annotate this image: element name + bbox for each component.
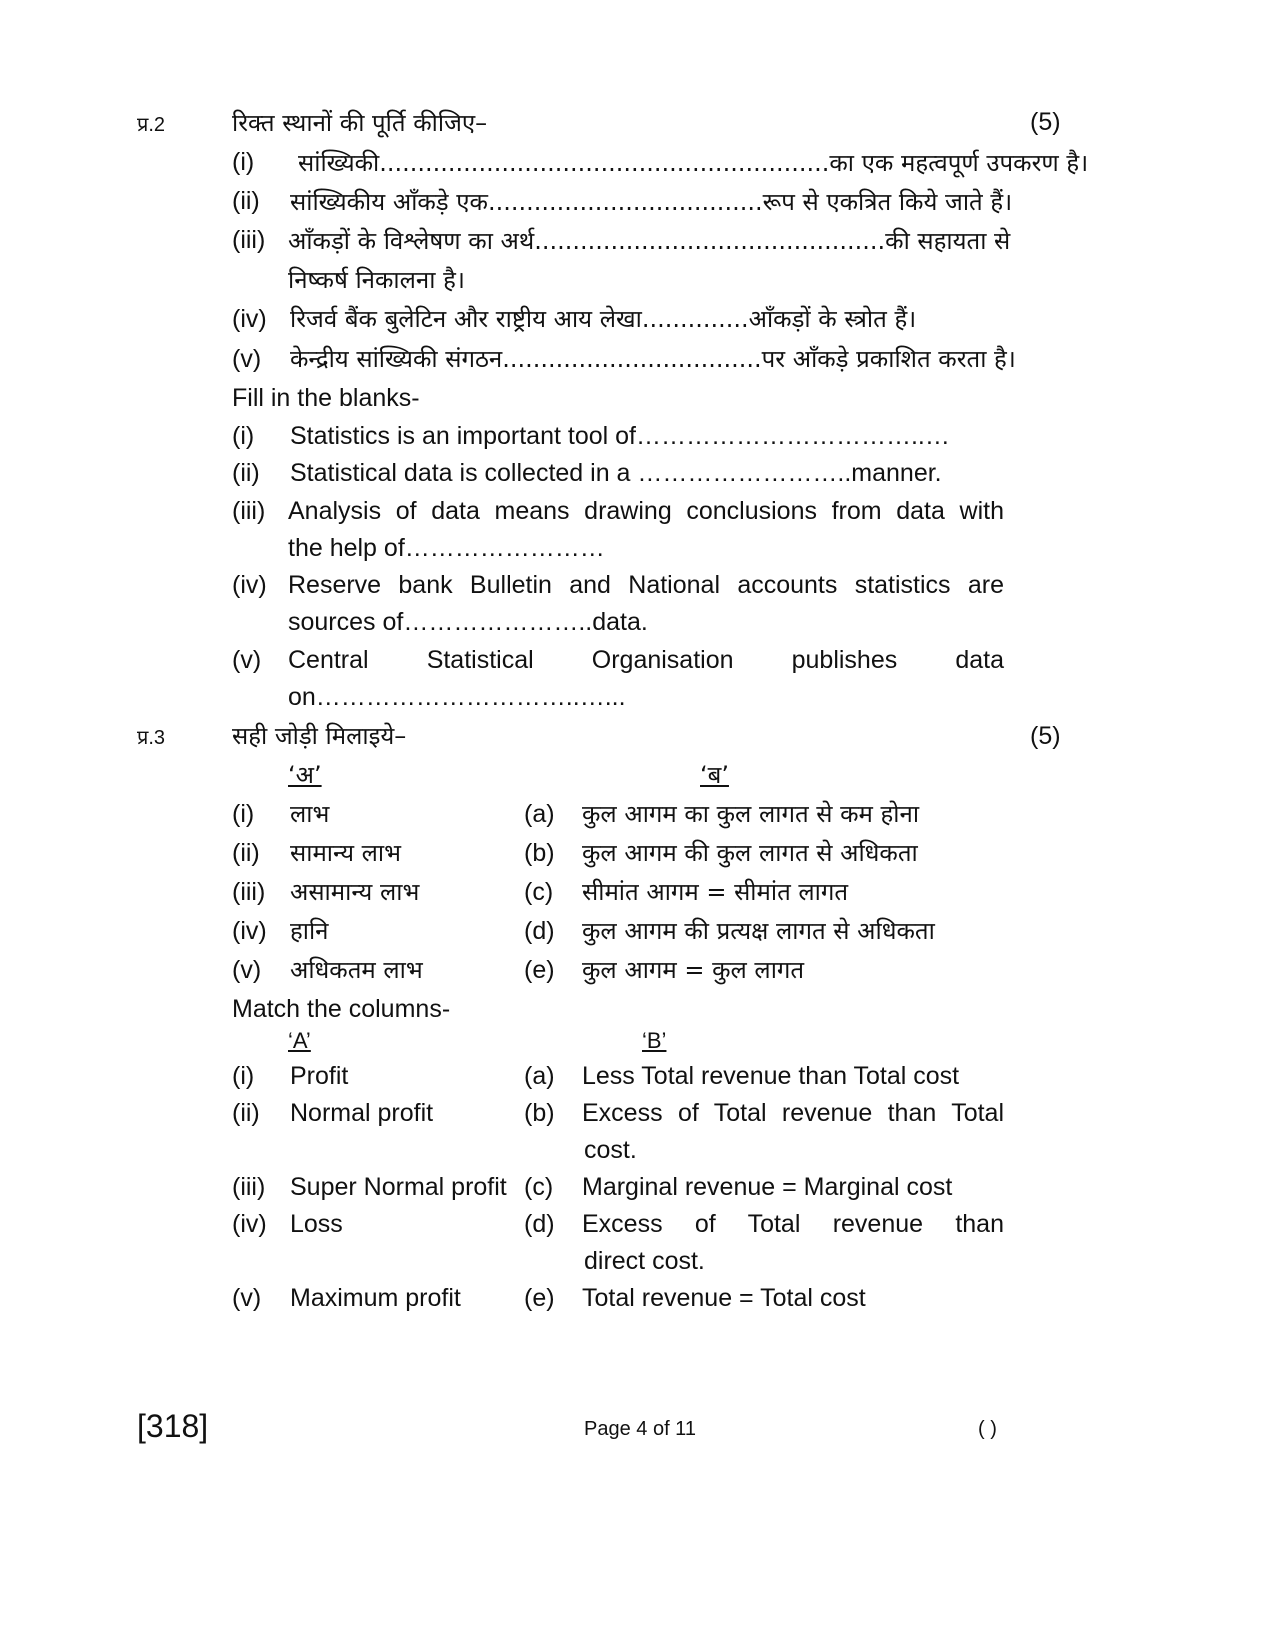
- q3-hindi-column-b-heading: ‘ब’: [700, 761, 729, 789]
- footer-parentheses: ( ): [978, 1418, 997, 1440]
- q3-en-row-4-left: Loss: [290, 1210, 343, 1238]
- q3-hi-row-2-number: (ii): [232, 839, 260, 867]
- q3-hi-row-1-left: लाभ: [290, 800, 330, 828]
- q3-hi-row-5-right: कुल आगम = कुल लागत: [582, 956, 805, 984]
- q3-hi-row-1-right: कुल आगम का कुल लागत से कम होना: [582, 800, 920, 828]
- q3-title-english: Match the columns-: [232, 995, 451, 1023]
- q3-en-row-3-number: (iii): [232, 1173, 266, 1201]
- q2-en-item-5-line1: Central Statistical Organisation publishes data: [288, 646, 1004, 674]
- q2-en-item-1-number: (i): [232, 422, 255, 450]
- q3-en-row-2-number: (ii): [232, 1099, 260, 1127]
- q2-hi-item-3-number: (iii): [232, 226, 266, 254]
- q3-en-row-2-right-line2: cost.: [584, 1136, 637, 1164]
- q3-en-row-2-right-line1: Excess of Total revenue than Total: [582, 1099, 1004, 1127]
- q3-en-row-4-right-line1: Excess of Total revenue than: [582, 1210, 1004, 1238]
- q2-en-item-3-line1: Analysis of data means drawing conclusions from data with: [288, 497, 1004, 525]
- q3-hi-row-4-number: (iv): [232, 917, 267, 945]
- q3-en-row-4-right-line2: direct cost.: [584, 1247, 705, 1275]
- q3-english-column-a-heading: ‘A’: [288, 1028, 311, 1053]
- q3-en-row-5-left: Maximum profit: [290, 1284, 461, 1312]
- paper-code: [318]: [137, 1408, 209, 1444]
- q2-en-item-3-line2: the help of……………………: [288, 534, 605, 562]
- q2-hi-item-3-line1: आँकड़ों के विश्लेषण का अर्थ..............................................की सहायता से: [288, 227, 1011, 255]
- q3-en-row-4-number: (iv): [232, 1210, 267, 1238]
- q3-en-row-2-letter: (b): [524, 1099, 555, 1127]
- q2-en-item-2-number: (ii): [232, 459, 260, 487]
- q3-hi-row-2-right: कुल आगम की कुल लागत से अधिकता: [582, 839, 918, 867]
- q3-hi-row-3-right: सीमांत आगम = सीमांत लागत: [582, 878, 849, 906]
- q3-hi-row-5-number: (v): [232, 956, 262, 984]
- q2-en-item-1: Statistics is an important tool of……………………………..…: [290, 422, 950, 450]
- q3-title-hindi: सही जोड़ी मिलाइये–: [232, 722, 407, 750]
- q3-hindi-column-a-heading: ‘अ’: [288, 761, 322, 789]
- q2-hi-item-1-number: (i): [232, 148, 255, 176]
- q2-marks: (5): [1030, 108, 1061, 136]
- q2-en-item-5-line2: on…………………………..…...: [288, 683, 626, 711]
- q2-en-item-4-line2: sources of…………………..data.: [288, 608, 648, 636]
- q2-hi-item-2: सांख्यिकीय आँकड़े एक....................................रूप से एकत्रित किये जाते हैं।: [290, 188, 1013, 216]
- q3-hi-row-1-letter: (a): [524, 800, 555, 828]
- q2-title-hindi: रिक्त स्थानों की पूर्ति कीजिए–: [232, 109, 488, 137]
- q3-hi-row-1-number: (i): [232, 800, 255, 828]
- q3-en-row-2-left: Normal profit: [290, 1099, 434, 1127]
- q3-hi-row-3-letter: (c): [524, 878, 554, 906]
- q3-en-row-5-right: Total revenue = Total cost: [582, 1284, 866, 1312]
- q3-english-column-b-heading: ‘B’: [642, 1028, 667, 1053]
- q2-hi-item-5-number: (v): [232, 345, 262, 373]
- q3-hi-row-2-left: सामान्य लाभ: [290, 839, 401, 867]
- q3-en-row-1-left: Profit: [290, 1062, 349, 1090]
- q3-en-row-3-left: Super Normal profit: [290, 1173, 507, 1201]
- q2-hi-item-3-line2: निष्कर्ष निकालना है।: [288, 266, 465, 294]
- q2-hi-item-2-number: (ii): [232, 187, 260, 215]
- q2-en-item-3-number: (iii): [232, 497, 266, 525]
- page-number: Page 4 of 11: [584, 1418, 696, 1440]
- q2-en-item-2: Statistical data is collected in a ……………………..manner.: [290, 459, 942, 487]
- q2-hi-item-5: केन्द्रीय सांख्यिकी संगठन..................................पर आँकड़े प्रकाशित करता है।: [290, 345, 1016, 373]
- q3-en-row-1-letter: (a): [524, 1062, 555, 1090]
- q3-hi-row-4-letter: (d): [524, 917, 555, 945]
- question-number-3: प्र.3: [137, 727, 166, 749]
- q3-hi-row-2-letter: (b): [524, 839, 555, 867]
- q2-title-english: Fill in the blanks-: [232, 384, 420, 412]
- q3-hi-row-4-right: कुल आगम की प्रत्यक्ष लागत से अधिकता: [582, 917, 935, 945]
- q3-marks: (5): [1030, 722, 1061, 750]
- question-number-2: प्र.2: [137, 114, 166, 136]
- q3-hi-row-3-number: (iii): [232, 878, 266, 906]
- q3-hi-row-3-left: असामान्य लाभ: [290, 878, 420, 906]
- q2-hi-item-1: सांख्यिकी...........................................................का एक महत्वपूर्ण उपकरण है।: [298, 149, 1089, 177]
- q3-en-row-3-right: Marginal revenue = Marginal cost: [582, 1173, 953, 1201]
- q3-hi-row-4-left: हानि: [290, 917, 329, 945]
- q3-en-row-5-letter: (e): [524, 1284, 555, 1312]
- q2-en-item-5-number: (v): [232, 646, 262, 674]
- q3-hi-row-5-left: अधिकतम लाभ: [290, 956, 423, 984]
- q3-en-row-4-letter: (d): [524, 1210, 555, 1238]
- q2-en-item-4-line1: Reserve bank Bulletin and National accounts statistics are: [288, 571, 1004, 599]
- q2-hi-item-4-number: (iv): [232, 305, 267, 333]
- q2-en-item-4-number: (iv): [232, 571, 267, 599]
- q3-en-row-1-right: Less Total revenue than Total cost: [582, 1062, 960, 1090]
- q2-hi-item-4: रिजर्व बैंक बुलेटिन और राष्ट्रीय आय लेखा..............आँकड़ों के स्त्रोत हैं।: [290, 305, 917, 333]
- q3-en-row-3-letter: (c): [524, 1173, 554, 1201]
- q3-en-row-5-number: (v): [232, 1284, 262, 1312]
- q3-en-row-1-number: (i): [232, 1062, 255, 1090]
- q3-hi-row-5-letter: (e): [524, 956, 555, 984]
